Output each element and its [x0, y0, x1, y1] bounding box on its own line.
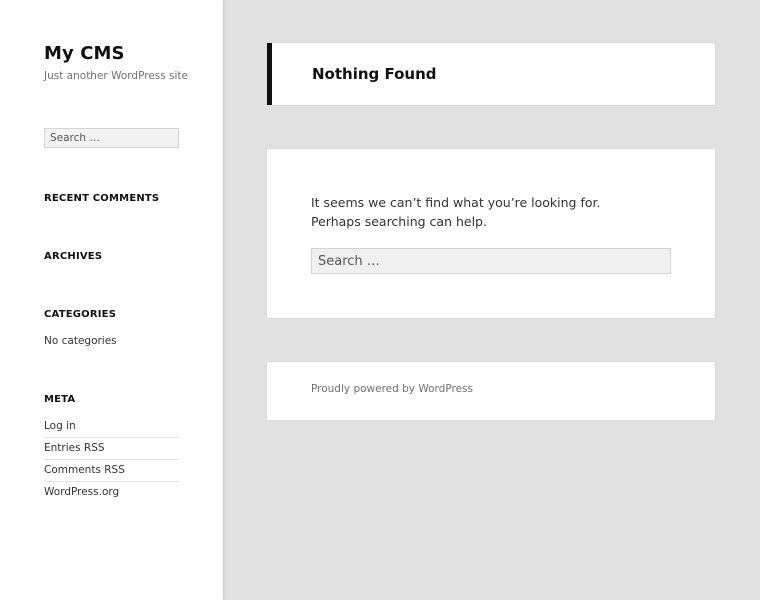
page-title: Nothing Found: [312, 65, 437, 83]
site-footer: [267, 362, 715, 420]
archives-heading: ARCHIVES: [44, 251, 103, 262]
meta-list: [44, 416, 179, 503]
recent-comments-heading: RECENT COMMENTS: [44, 193, 160, 204]
meta-item: [44, 438, 179, 460]
page-header: [267, 43, 715, 105]
sidebar: [0, 0, 223, 600]
sidebar-search-input[interactable]: [44, 128, 179, 148]
meta-item: [44, 460, 179, 482]
site-description: Just another WordPress site: [44, 70, 189, 82]
meta-item: [44, 416, 179, 438]
meta-link-comments-rss[interactable]: Comments RSS: [44, 464, 125, 476]
meta-link-wordpress-org[interactable]: WordPress.org: [44, 486, 120, 498]
not-found-message: It seems we can’t find what you’re looking for. Perhaps searching can help.: [311, 195, 601, 229]
categories-empty-text: No categories: [44, 335, 117, 347]
main-search-input[interactable]: [311, 248, 671, 274]
meta-link-entries-rss[interactable]: Entries RSS: [44, 442, 105, 454]
meta-item: [44, 482, 179, 503]
site-title[interactable]: My CMS: [44, 43, 125, 64]
categories-heading: CATEGORIES: [44, 309, 117, 320]
content-area: [267, 149, 715, 318]
meta-heading: META: [44, 394, 76, 405]
meta-link-log-in[interactable]: Log in: [44, 420, 76, 432]
footer-credit-link[interactable]: Proudly powered by WordPress: [311, 383, 473, 395]
